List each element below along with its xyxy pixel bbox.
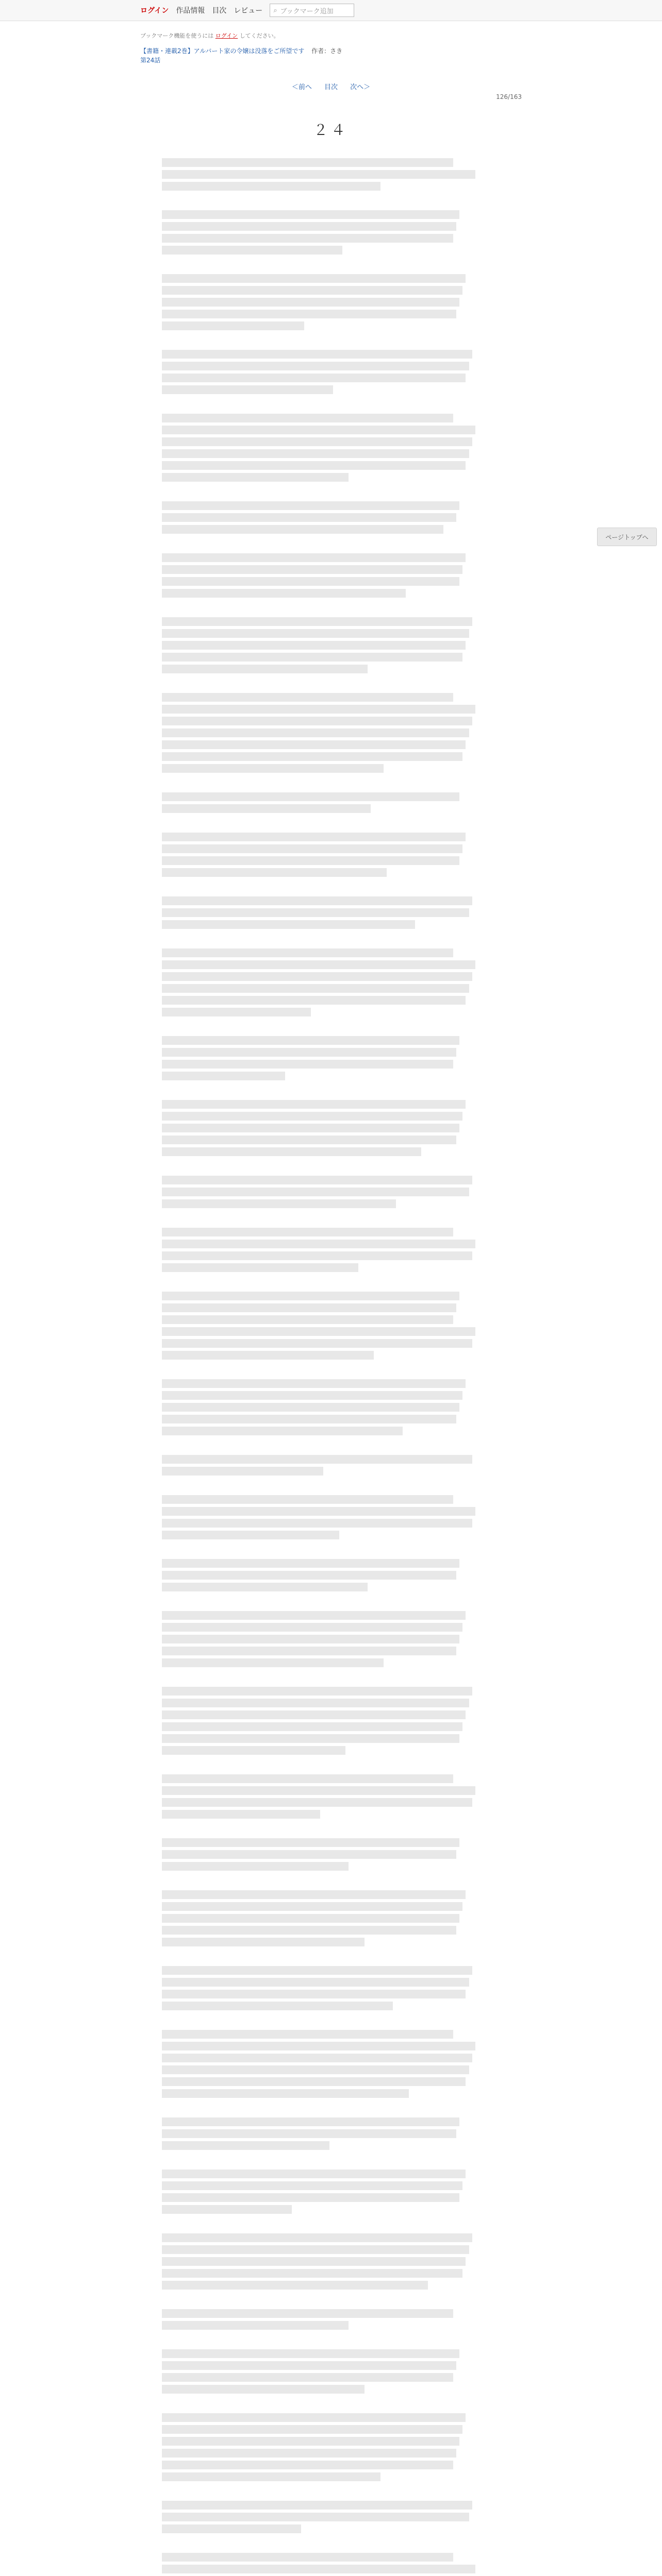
text-line: [162, 804, 371, 813]
text-line: [162, 461, 466, 470]
text-line: [162, 908, 469, 917]
text-line: [162, 1978, 469, 1987]
text-line: [162, 1838, 459, 1847]
text-line: [162, 896, 472, 905]
text-line: [162, 2257, 466, 2266]
paragraph-gap: [162, 1363, 478, 1376]
paragraph-gap: [162, 2153, 478, 2166]
text-line: [162, 1850, 456, 1859]
text-line: [162, 2281, 428, 2290]
text-line: [162, 833, 466, 841]
paragraph-gap: [162, 1020, 478, 1033]
paragraph-gap: [162, 333, 478, 347]
text-line: [162, 1774, 453, 1783]
text-line: [162, 2065, 469, 2074]
text-line: [162, 1251, 472, 1260]
text-line: [162, 414, 453, 422]
text-line: [162, 717, 472, 725]
notice-text-before: ブックマーク機能を使うには: [140, 32, 214, 39]
text-line: [162, 629, 469, 638]
text-line: [162, 525, 443, 534]
text-line: [162, 170, 475, 179]
text-line: [162, 565, 462, 574]
pager-prev-link[interactable]: ＜前へ: [291, 83, 312, 92]
text-line: [162, 1647, 456, 1655]
paragraph-gap: [162, 258, 478, 271]
text-line: [162, 501, 459, 510]
notice-login-link[interactable]: ログイン: [215, 32, 238, 39]
paragraph-gap: [162, 1543, 478, 1556]
top-navigation: [140, 3, 354, 18]
text-line: [162, 856, 459, 865]
text-line: [162, 792, 459, 801]
text-line: [162, 2309, 453, 2318]
text-line: [162, 1351, 374, 1360]
text-line: [162, 1339, 472, 1348]
text-line: [162, 234, 453, 243]
page-top-button[interactable]: [597, 528, 657, 546]
text-line: [162, 752, 462, 761]
text-line: [162, 1519, 472, 1528]
text-line: [162, 1798, 472, 1807]
text-line: [162, 385, 333, 394]
text-line: [162, 1072, 285, 1080]
paragraph-gap: [162, 1822, 478, 1835]
text-line: [162, 2117, 459, 2126]
text-line: [162, 2501, 472, 2510]
text-line: [162, 1136, 456, 1144]
text-line: [162, 158, 453, 167]
paragraph-gap: [162, 2101, 478, 2114]
text-line: [162, 1415, 456, 1423]
text-line: [162, 449, 469, 458]
text-line: [162, 2002, 393, 2010]
text-line: [162, 1100, 466, 1109]
text-line: [162, 589, 406, 598]
bookmark-add-label: ブックマーク追加: [280, 7, 334, 15]
text-line: [162, 1008, 311, 1016]
text-line: [162, 2181, 462, 2190]
text-line: [162, 1810, 320, 1819]
text-line: [162, 274, 466, 283]
text-line: [162, 1315, 453, 1324]
top-navigation-bar: [0, 0, 662, 21]
text-line: [162, 1966, 472, 1975]
text-line: [162, 2077, 466, 2086]
text-line: [162, 1112, 462, 1121]
main-content: [140, 32, 522, 2576]
chapter-pager-top: [140, 81, 522, 91]
novel-body-text: [162, 158, 478, 2576]
text-line: [162, 1583, 368, 1591]
paragraph-gap: [162, 397, 478, 411]
text-line: [162, 1687, 472, 1696]
paragraph-gap: [162, 1211, 478, 1225]
text-line: [162, 1734, 459, 1743]
bookmark-add-button[interactable]: [270, 4, 354, 17]
paragraph-gap: [162, 932, 478, 945]
text-line: [162, 617, 472, 626]
text-line: [162, 740, 466, 749]
text-line: [162, 1176, 472, 1184]
text-line: [162, 1902, 462, 1911]
text-line: [162, 2553, 453, 2562]
nav-link-review[interactable]: レビュー: [234, 7, 263, 15]
text-line: [162, 1036, 459, 1045]
paragraph-gap: [162, 194, 478, 207]
text-line: [162, 665, 368, 673]
text-line: [162, 2269, 462, 2278]
text-line: [162, 350, 472, 359]
series-info: [140, 47, 522, 56]
paragraph-gap: [162, 1159, 478, 1173]
login-notice: [140, 32, 522, 40]
text-line: [162, 641, 466, 650]
paragraph-gap: [162, 1479, 478, 1492]
text-line: [162, 1559, 459, 1568]
paragraph-gap: [162, 1758, 478, 1771]
text-line: [162, 920, 415, 929]
text-line: [162, 2513, 469, 2521]
text-line: [162, 362, 469, 370]
text-line: [162, 1890, 466, 1899]
text-line: [162, 1495, 453, 1504]
paragraph-gap: [162, 776, 478, 789]
text-line: [162, 1531, 339, 1539]
paragraph-gap: [162, 2013, 478, 2027]
nav-link-work-info[interactable]: 作品情報: [176, 7, 205, 15]
text-line: [162, 182, 380, 191]
text-line: [162, 2565, 475, 2573]
text-line: [162, 2205, 292, 2214]
text-line: [162, 437, 472, 446]
text-line: [162, 2129, 456, 2138]
text-line: [162, 972, 472, 981]
chapter-number: 第24話: [140, 56, 161, 64]
text-line: [162, 1199, 396, 1208]
text-line: [162, 2472, 380, 2481]
text-line: [162, 2461, 453, 2469]
paragraph-gap: [162, 880, 478, 893]
text-line: [162, 984, 469, 993]
paragraph-gap: [162, 1670, 478, 1684]
text-line: [162, 1403, 459, 1412]
text-line: [162, 553, 466, 562]
text-line: [162, 2449, 456, 2458]
paragraph-gap: [162, 2293, 478, 2306]
text-line: [162, 948, 453, 957]
page-top-label: ページトップへ: [605, 533, 649, 541]
text-line: [162, 210, 459, 219]
text-line: [162, 2524, 301, 2533]
text-line: [162, 374, 466, 382]
text-line: [162, 1786, 475, 1795]
text-line: [162, 1455, 472, 1464]
paragraph-gap: [162, 1083, 478, 1097]
text-line: [162, 1240, 475, 1248]
text-line: [162, 2141, 329, 2150]
paragraph-gap: [162, 2484, 478, 2498]
text-line: [162, 2425, 462, 2434]
text-line: [162, 1228, 453, 1236]
login-link[interactable]: ログイン: [140, 7, 169, 15]
text-line: [162, 2361, 456, 2370]
text-line: [162, 2089, 409, 2098]
text-line: [162, 2385, 365, 2394]
text-line: [162, 1926, 456, 1935]
text-line: [162, 1467, 323, 1476]
notice-text-after: してください。: [239, 32, 279, 39]
text-line: [162, 1722, 462, 1731]
text-line: [162, 286, 462, 295]
text-line: [162, 1938, 365, 1946]
text-line: [162, 1862, 349, 1871]
text-line: [162, 298, 459, 307]
text-line: [162, 1263, 358, 1272]
text-line: [162, 1507, 475, 1516]
nav-link-toc[interactable]: 目次: [212, 7, 227, 15]
text-line: [162, 577, 459, 586]
series-author[interactable]: 作者：さき: [311, 47, 343, 55]
paragraph-gap: [162, 2333, 478, 2346]
text-line: [162, 2321, 349, 2330]
text-line: [162, 1710, 466, 1719]
episode-index: 126/163: [496, 93, 522, 101]
text-line: [162, 426, 475, 434]
text-line: [162, 513, 456, 522]
paragraph-gap: [162, 485, 478, 498]
paragraph-gap: [162, 676, 478, 690]
paragraph-gap: [162, 601, 478, 614]
text-line: [162, 1914, 459, 1923]
text-line: [162, 1658, 384, 1667]
text-line: [162, 2437, 459, 2446]
text-line: [162, 868, 387, 877]
text-line: [162, 2030, 453, 2039]
text-line: [162, 1611, 466, 1620]
paragraph-gap: [162, 2217, 478, 2230]
text-line: [162, 1060, 453, 1069]
text-line: [162, 2245, 469, 2254]
text-line: [162, 1292, 459, 1300]
text-line: [162, 653, 462, 662]
text-line: [162, 310, 456, 318]
pager-next-link[interactable]: 次へ＞: [350, 83, 371, 92]
text-line: [162, 996, 466, 1005]
paragraph-gap: [162, 1874, 478, 1887]
text-line: [162, 844, 462, 853]
text-line: [162, 1327, 475, 1336]
paragraph-gap: [162, 2397, 478, 2410]
paragraph-gap: [162, 2536, 478, 2550]
text-line: [162, 1623, 462, 1632]
series-title[interactable]: 【書籍・連載2巻】アルバート家の令嬢は没落をご所望です: [140, 47, 305, 55]
text-line: [162, 2170, 466, 2178]
text-line: [162, 1379, 466, 1388]
text-line: [162, 960, 475, 969]
text-line: [162, 1188, 469, 1196]
text-line: [162, 1147, 421, 1156]
text-line: [162, 2193, 459, 2202]
text-line: [162, 728, 469, 737]
text-line: [162, 2233, 472, 2242]
paragraph-gap: [162, 816, 478, 829]
text-line: [162, 764, 384, 773]
text-line: [162, 2413, 466, 2422]
paragraph-gap: [162, 537, 478, 550]
paragraph-gap: [162, 1595, 478, 1608]
text-line: [162, 1746, 345, 1755]
text-line: [162, 1699, 469, 1707]
text-line: [162, 222, 456, 231]
chapter-title: ２４: [313, 122, 349, 139]
text-line: [162, 1990, 466, 1998]
text-line: [162, 321, 304, 330]
text-line: [162, 1391, 462, 1400]
text-line: [162, 1303, 456, 1312]
text-line: [162, 1124, 459, 1132]
text-line: [162, 2349, 459, 2358]
paragraph-gap: [162, 1438, 478, 1452]
text-line: [162, 1048, 456, 1057]
text-line: [162, 705, 475, 714]
text-line: [162, 693, 453, 702]
text-line: [162, 2373, 453, 2382]
text-line: [162, 2042, 475, 2050]
paragraph-gap: [162, 1950, 478, 1963]
text-line: [162, 1427, 403, 1435]
text-line: [162, 1571, 456, 1580]
text-line: [162, 2054, 472, 2062]
pager-toc-link[interactable]: 目次: [324, 83, 338, 92]
text-line: [162, 246, 342, 255]
search-icon: ⌕: [273, 6, 277, 14]
paragraph-gap: [162, 1275, 478, 1289]
text-line: [162, 1635, 459, 1643]
text-line: [162, 473, 349, 482]
